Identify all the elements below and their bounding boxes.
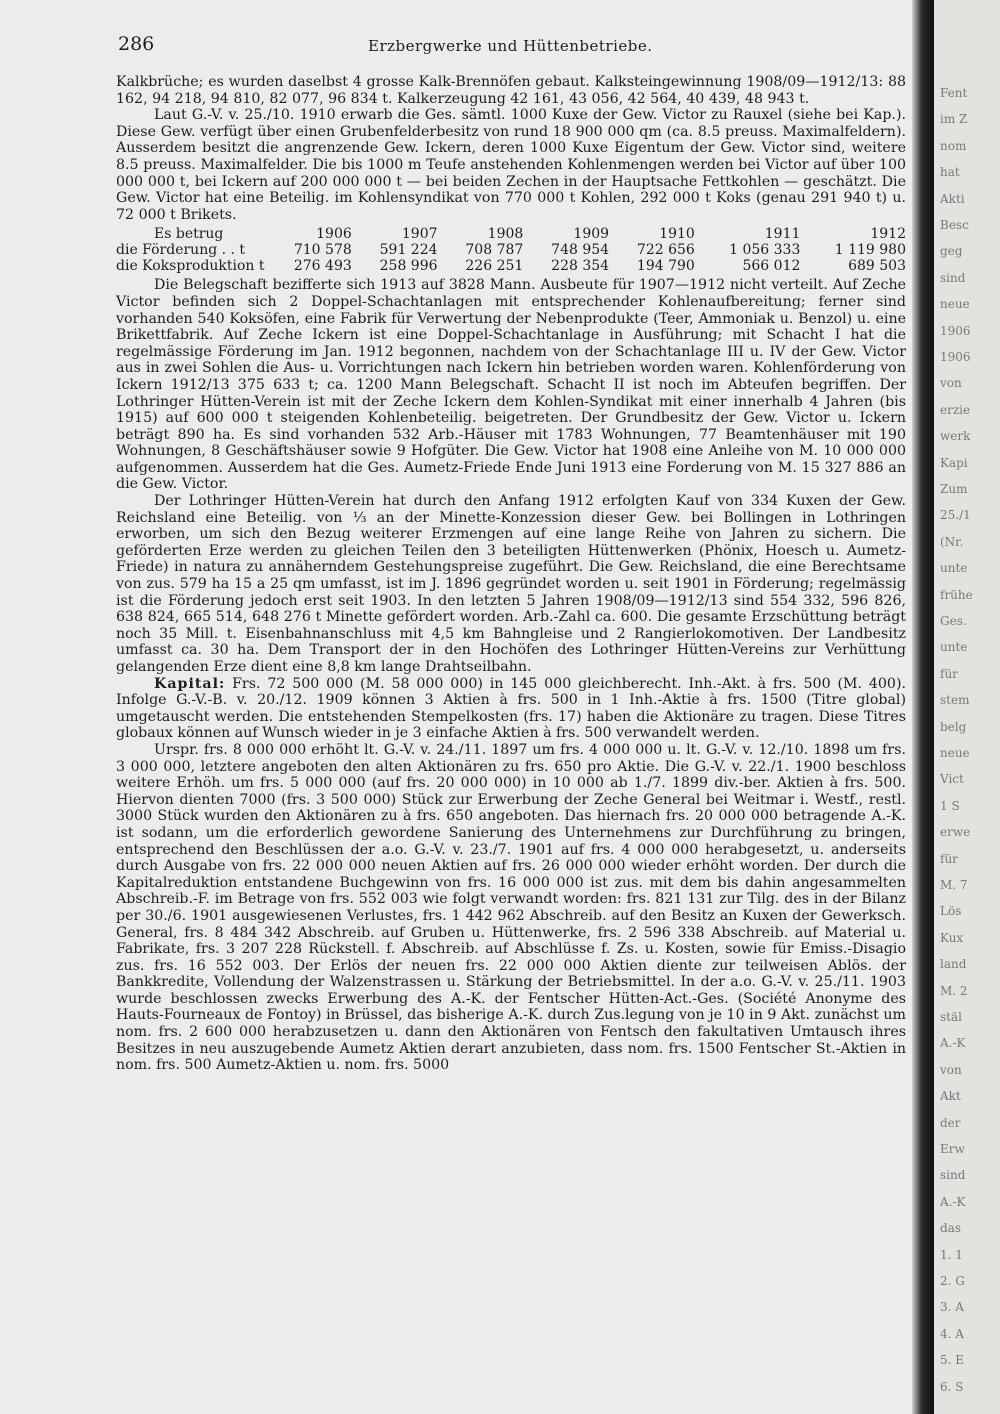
- kapital-text: Frs. 72 500 000 (M. 58 000 000) in 145 000 gleichberecht. Inh.-Akt. à frs. 500 (M. 400). Infolge G.-V.-B. v. 20./12. 1909 können 3 Aktien à frs. 500 in 1 Inh.-Aktie à frs. 1500 (Titre global) umgetauscht werden. Die entstehenden Stempelkosten (frs. 17) haben die Aktionäre zu tragen. Diese Titres globaux können auf Wunsch wieder in je 3 einfache Aktien à frs. 500 verwandelt werden.: [116, 675, 906, 742]
- adjacent-page-fragment: 1906: [940, 350, 971, 364]
- year-header: 1909: [573, 226, 610, 243]
- adjacent-page-fragment: Akti: [940, 191, 965, 206]
- year-header: 1906: [316, 226, 352, 243]
- table-cell: 228 354: [551, 258, 610, 275]
- table-cell: 258 996: [379, 258, 438, 275]
- paragraph-reichsland: Der Lothringer Hütten-Verein hat durch den Anfang 1912 erfolgten Kauf von 334 Kuxen der Gew. Reichsland eine Beteilig. von ⅓ an der Minette-Konzession dieser Gew. bei Bollingen in Lothringen erworben, um sich den Bezug weiterer Erzmengen auf eine lange Reihe von Jahren zu sichern. Die geförderten Erze werden zu gleichen Teilen den 3 beteiligten Hüttenwerken (Phönix, Hoesch u. Aumetz-Friede) in natura zu annäherndem Gestehungspreise zugeführt. Die Gew. Reichsland, die eine Berechtsame von zus. 579 ha 15 a 25 qm umfasst, ist im J. 1896 gegründet worden u. seit 1901 in Förderung; regelmässig ist die Förderung jedoch erst seit 1903. In den letzten 5 Jahren 1908/09—1912/13 sind 554 332, 596 826, 638 824, 665 514, 648 276 t Minette gefördert worden. Arb.-Zahl ca. 600. Die gesamte Erzschüttung beträgt noch 35 Mill. t. Eisenbahnanschluss mit 4,5 km Bahngleise und 2 Rangierlokomotiven. Der Landbesitz umfasst ca. 30 ha. Dem Transport der in den Hochöfen des Lothringer Hütten-Vereins zur Verhüttung gelangenden Erze dient eine 8,8 km lange Drahtseilbahn.: [116, 493, 906, 675]
- table-cell: 226 251: [465, 258, 524, 275]
- page-body: [116, 74, 906, 1074]
- adjacent-page-fragment: 2. G: [940, 1274, 965, 1288]
- adjacent-page-fragment: stäl: [940, 1010, 962, 1024]
- adjacent-page-fragment: Fent: [940, 86, 968, 100]
- adjacent-page-fragment: A.-K: [940, 1194, 966, 1209]
- adjacent-page-fragment: M. 7: [940, 878, 968, 892]
- adjacent-page-fragment: A.-K: [940, 1036, 966, 1051]
- adjacent-page-fragment: Vict: [940, 772, 964, 787]
- table-row: [116, 258, 906, 274]
- year-header: 1908: [487, 226, 524, 243]
- adjacent-page-fragment: 6. S: [940, 1379, 964, 1394]
- adjacent-page-fragment: unte: [940, 561, 968, 576]
- adjacent-page-fragment: für: [940, 851, 958, 866]
- book-gutter: [912, 0, 934, 1414]
- adjacent-page-fragment: 1. 1: [940, 1247, 963, 1262]
- row-label: die Förderung . . t: [116, 242, 246, 259]
- table-cell: 591 224: [379, 242, 438, 259]
- adjacent-page-fragment: Zum: [940, 482, 968, 496]
- adjacent-page-fragment: geg: [940, 244, 963, 259]
- table-cell: 566 012: [742, 258, 801, 275]
- adjacent-page-fragment: hat: [940, 165, 960, 180]
- adjacent-page-fragment: (Nr.: [940, 534, 964, 549]
- year-header: 1912: [870, 226, 906, 243]
- table-cell: 710 578: [293, 242, 352, 259]
- adjacent-page-fragment: nom: [940, 138, 967, 153]
- table-cell: 689 503: [848, 258, 906, 275]
- table-cell: 276 493: [293, 258, 352, 275]
- adjacent-page-fragment: 1 S: [940, 798, 960, 813]
- adjacent-page-fragment: Erw: [940, 1142, 965, 1156]
- adjacent-page-fragment: neue: [940, 297, 970, 312]
- table-cell: 1 056 333: [729, 242, 801, 259]
- adjacent-page-fragment: neue: [940, 746, 970, 760]
- year-header: 1910: [659, 226, 695, 243]
- adjacent-page-fragment: sind: [940, 1168, 966, 1183]
- paragraph-gew-victor: Laut G.-V. v. 25./10. 1910 erwarb die Ges. sämtl. 1000 Kuxe der Gew. Victor zu Rauxel (siehe bei Kap.). Diese Gew. verfügt über einen Grubenfelderbesitz von rund 18 900 000 qm (ca. 8.5 preuss. Maximalfeldern). Ausserdem besitzt die angrenzende Gew. Ickern, deren 1000 Kuxe Eigentum der Gew. Victor sind, weitere 8.5 preuss. Maximalfelder. Die bis 1000 m Teufe anstehenden Kohlenmengen werden bei Victor auf über 100 000 000 t, bei Ickern auf 200 000 000 t — bei beiden Zechen in der Hauptsache Fettkohlen — geschätzt. Die Gew. Victor hat eine Beteilig. im Kohlensyndikat von 770 000 t Kohlen, 292 000 t Koks (genau 291 940 t) u. 72 000 t Brikets.: [116, 107, 906, 223]
- year-header: 1907: [401, 226, 438, 243]
- adjacent-page-fragment: im Z: [940, 112, 968, 127]
- paragraph-kalkbrueche: Kalkbrüche; es wurden daselbst 4 grosse Kalk-Brennöfen gebaut. Kalksteingewinnung 1908/09—1912/13: 88 162, 94 218, 94 810, 82 077, 96 834 t. Kalkerzeugung 42 161, 43 056, 42 564, 40 439, 48 943 t.: [116, 74, 906, 107]
- adjacent-page-fragment: stem: [940, 693, 970, 708]
- kapital-heading: Kapital:: [154, 675, 226, 692]
- paragraph-kapital-history: Urspr. frs. 8 000 000 erhöht lt. G.-V. v. 24./11. 1897 um frs. 4 000 000 u. lt. G.-V. v. 12./10. 1898 um frs. 3 000 000, letztere angeboten den alten Aktionären zu frs. 650 pro Aktie. Die G.-V. v. 22./1. 1900 beschloss weitere Erhöh. um frs. 5 000 000 (auf frs. 20 000 000) in 10 000 ab 1./7. 1899 div.-ber. Aktien à frs. 500. Hiervon dienten 7000 (frs. 3 500 000) Stück zur Erwerbung der Zeche General bei Weitmar i. Westf., restl. 3000 Stück wurden den Aktionären zu à frs. 650 angeboten. Das hiernach frs. 20 000 000 betragende A.-K. ist sodann, um die erforderlich gewordene Sanierung des Unternehmens zur Durchführung zu bringen, entsprechend den Beschlüssen der a.o. G.-V. v. 23./7. 1901 auf frs. 4 000 000 herabgesetzt, u. anderseits durch Ausgabe von frs. 22 000 000 neuen Aktien auf frs. 26 000 000 wieder erhöht worden. Der durch die Kapitalreduktion entstandene Buchgewinn von frs. 16 000 000 ist zus. mit dem bis dahin angesammelten Abschreib.-F. im Betrage von frs. 552 003 wie folgt verwandt worden: frs. 821 131 zur Tilg. des in der Bilanz per 30./6. 1901 ausgewiesenen Verlustes, frs. 1 442 962 Abschreib. auf den Besitz an Kuxen der Gewerksch. General, frs. 8 484 342 Abschreib. auf Gruben u. Hüttenwerke, frs. 2 596 338 Abschreib. auf Material u. Fabrikate, frs. 3 207 228 Rückstell. f. Abschreib. auf Abschlüsse f. Zs. u. Kosten, sowie für Emiss.-Disagio zus. frs. 16 552 003. Der Erlös der neuen frs. 22 000 000 Aktien diente zur teilweisen Ablös. der Bankkredite, Vollendung der Walzenstrassen u. Stärkung der Betriebsmittel. In der a.o. G.-V. v. 25./11. 1903 wurde beschlossen zwecks Erwerbung des A.-K. der Fentscher Hütten-Act.-Ges. (Société Anonyme des Hauts-Fourneaux de Fontoy) in Brüssel, das bisherige A.-K. durch Zus.legung von je 10 in 9 Akt. zunächst um nom. frs. 2 600 000 herabzusetzen u. dann den Aktionären von Fentsch den fakultativen Umtausch ihres Besitzes in neu auszugebende Aumetz Aktien derart anzubieten, dass nom. frs. 1500 Fentscher St.-Aktien in nom. frs. 500 Aumetz-Aktien u. nom. frs. 5000: [116, 741, 906, 1074]
- paragraph-kapital: [116, 676, 906, 742]
- adjacent-page-fragment: Kux: [940, 930, 964, 945]
- adjacent-page-fragment: 25./1: [940, 508, 971, 523]
- adjacent-page-fragment: 3. A: [940, 1300, 964, 1315]
- adjacent-page-fragment: belg: [940, 719, 967, 734]
- adjacent-page-fragment: von: [940, 376, 962, 391]
- adjacent-page-fragment: 5. E: [940, 1353, 965, 1368]
- adjacent-page-fragment: land: [940, 957, 967, 972]
- year-header: 1911: [764, 226, 801, 243]
- page-number: 286: [118, 33, 155, 55]
- adjacent-page-fragment: für: [940, 666, 958, 681]
- adjacent-page-fragment: 1906: [940, 323, 971, 338]
- running-title: Erzbergwerke und Hüttenbetriebe.: [368, 37, 653, 55]
- adjacent-page-fragment: frühe: [940, 587, 973, 602]
- adjacent-page-fragment: erzie: [940, 402, 971, 417]
- adjacent-page-fragment: Besc: [940, 218, 969, 232]
- table-cell: 722 656: [636, 242, 695, 259]
- adjacent-page-fragment: werk: [940, 429, 971, 444]
- adjacent-page-fragment: von: [940, 1062, 962, 1077]
- row-label: die Koksproduktion t: [116, 258, 265, 275]
- adjacent-page-edge: [934, 0, 1000, 1414]
- adjacent-page-fragment: sind: [940, 270, 966, 285]
- adjacent-page-fragment: das: [940, 1221, 961, 1236]
- adjacent-page-fragment: erwe: [940, 825, 971, 840]
- adjacent-page-fragment: Kapi: [940, 455, 968, 470]
- adjacent-page-fragment: der: [940, 1115, 961, 1130]
- paragraph-belegschaft: Die Belegschaft bezifferte sich 1913 auf 3828 Mann. Ausbeute für 1907—1912 nicht verteilt. Auf Zeche Victor befinden sich 2 Doppel-Schachtanlagen mit entsprechender Kohlenaufbereitung; ferner sind vorhanden 540 Koksöfen, eine Fabrik für Verwertung der Nebenprodukte (Teer, Ammoniak u. Benzol) u. eine Brikettfabrik. Auf Zeche Ickern ist eine Doppel-Schachtanlage in Ausführung; mit Schacht I hat die regelmässige Förderung im Jan. 1912 begonnen, nachdem von der Schachtanlage III u. IV der Gew. Victor aus in zwei Sohlen die Aus- u. Vorrichtungen nach Ickern hin betrieben worden waren. Kohlenförderung von Ickern 1912/13 375 633 t; ca. 1200 Mann Belegschaft. Schacht II ist noch im Abteufen begriffen. Der Lothringer Hütten-Verein ist mit der Zeche Ickern dem Kohlen-Syndikat mit einer innerhalb 4 Jahren (bis 1915) auf 600 000 t steigenden Kohlenbeteilig. beigetreten. Der Grundbesitz der Gew. Victor u. Ickern beträgt 890 ha. Es sind vorhanden 532 Arb.-Häuser mit 1783 Wohnungen, 77 Beamtenhäuser mit 190 Wohnungen, 8 Geschäftshäuser sowie 9 Hofgüter. Die Gew. Victor hat 1908 eine Anleihe von M. 10 000 000 aufgenommen. Ausserdem hat die Ges. Aumetz-Friede Ende Juni 1913 eine Forderung von M. 15 327 886 an die Gew. Victor.: [116, 277, 906, 493]
- table-cell: 708 787: [465, 242, 524, 259]
- table-cell: 1 119 980: [834, 242, 906, 259]
- adjacent-page-fragment: Akt: [940, 1089, 961, 1104]
- production-table-header: [116, 226, 906, 242]
- adjacent-page-fragment: M. 2: [940, 983, 968, 998]
- table-cell: 194 790: [636, 258, 695, 275]
- page-header: [118, 33, 908, 59]
- adjacent-page-fragment: 4. A: [940, 1326, 964, 1341]
- adjacent-page-fragment: Lös: [940, 904, 962, 919]
- adjacent-page-fragment: Ges.: [940, 614, 967, 628]
- table-row: [116, 242, 906, 258]
- adjacent-page-fragment: unte: [940, 640, 968, 655]
- table-intro: Es betrug: [154, 226, 224, 243]
- production-table: [116, 226, 906, 274]
- table-cell: 748 954: [551, 242, 610, 259]
